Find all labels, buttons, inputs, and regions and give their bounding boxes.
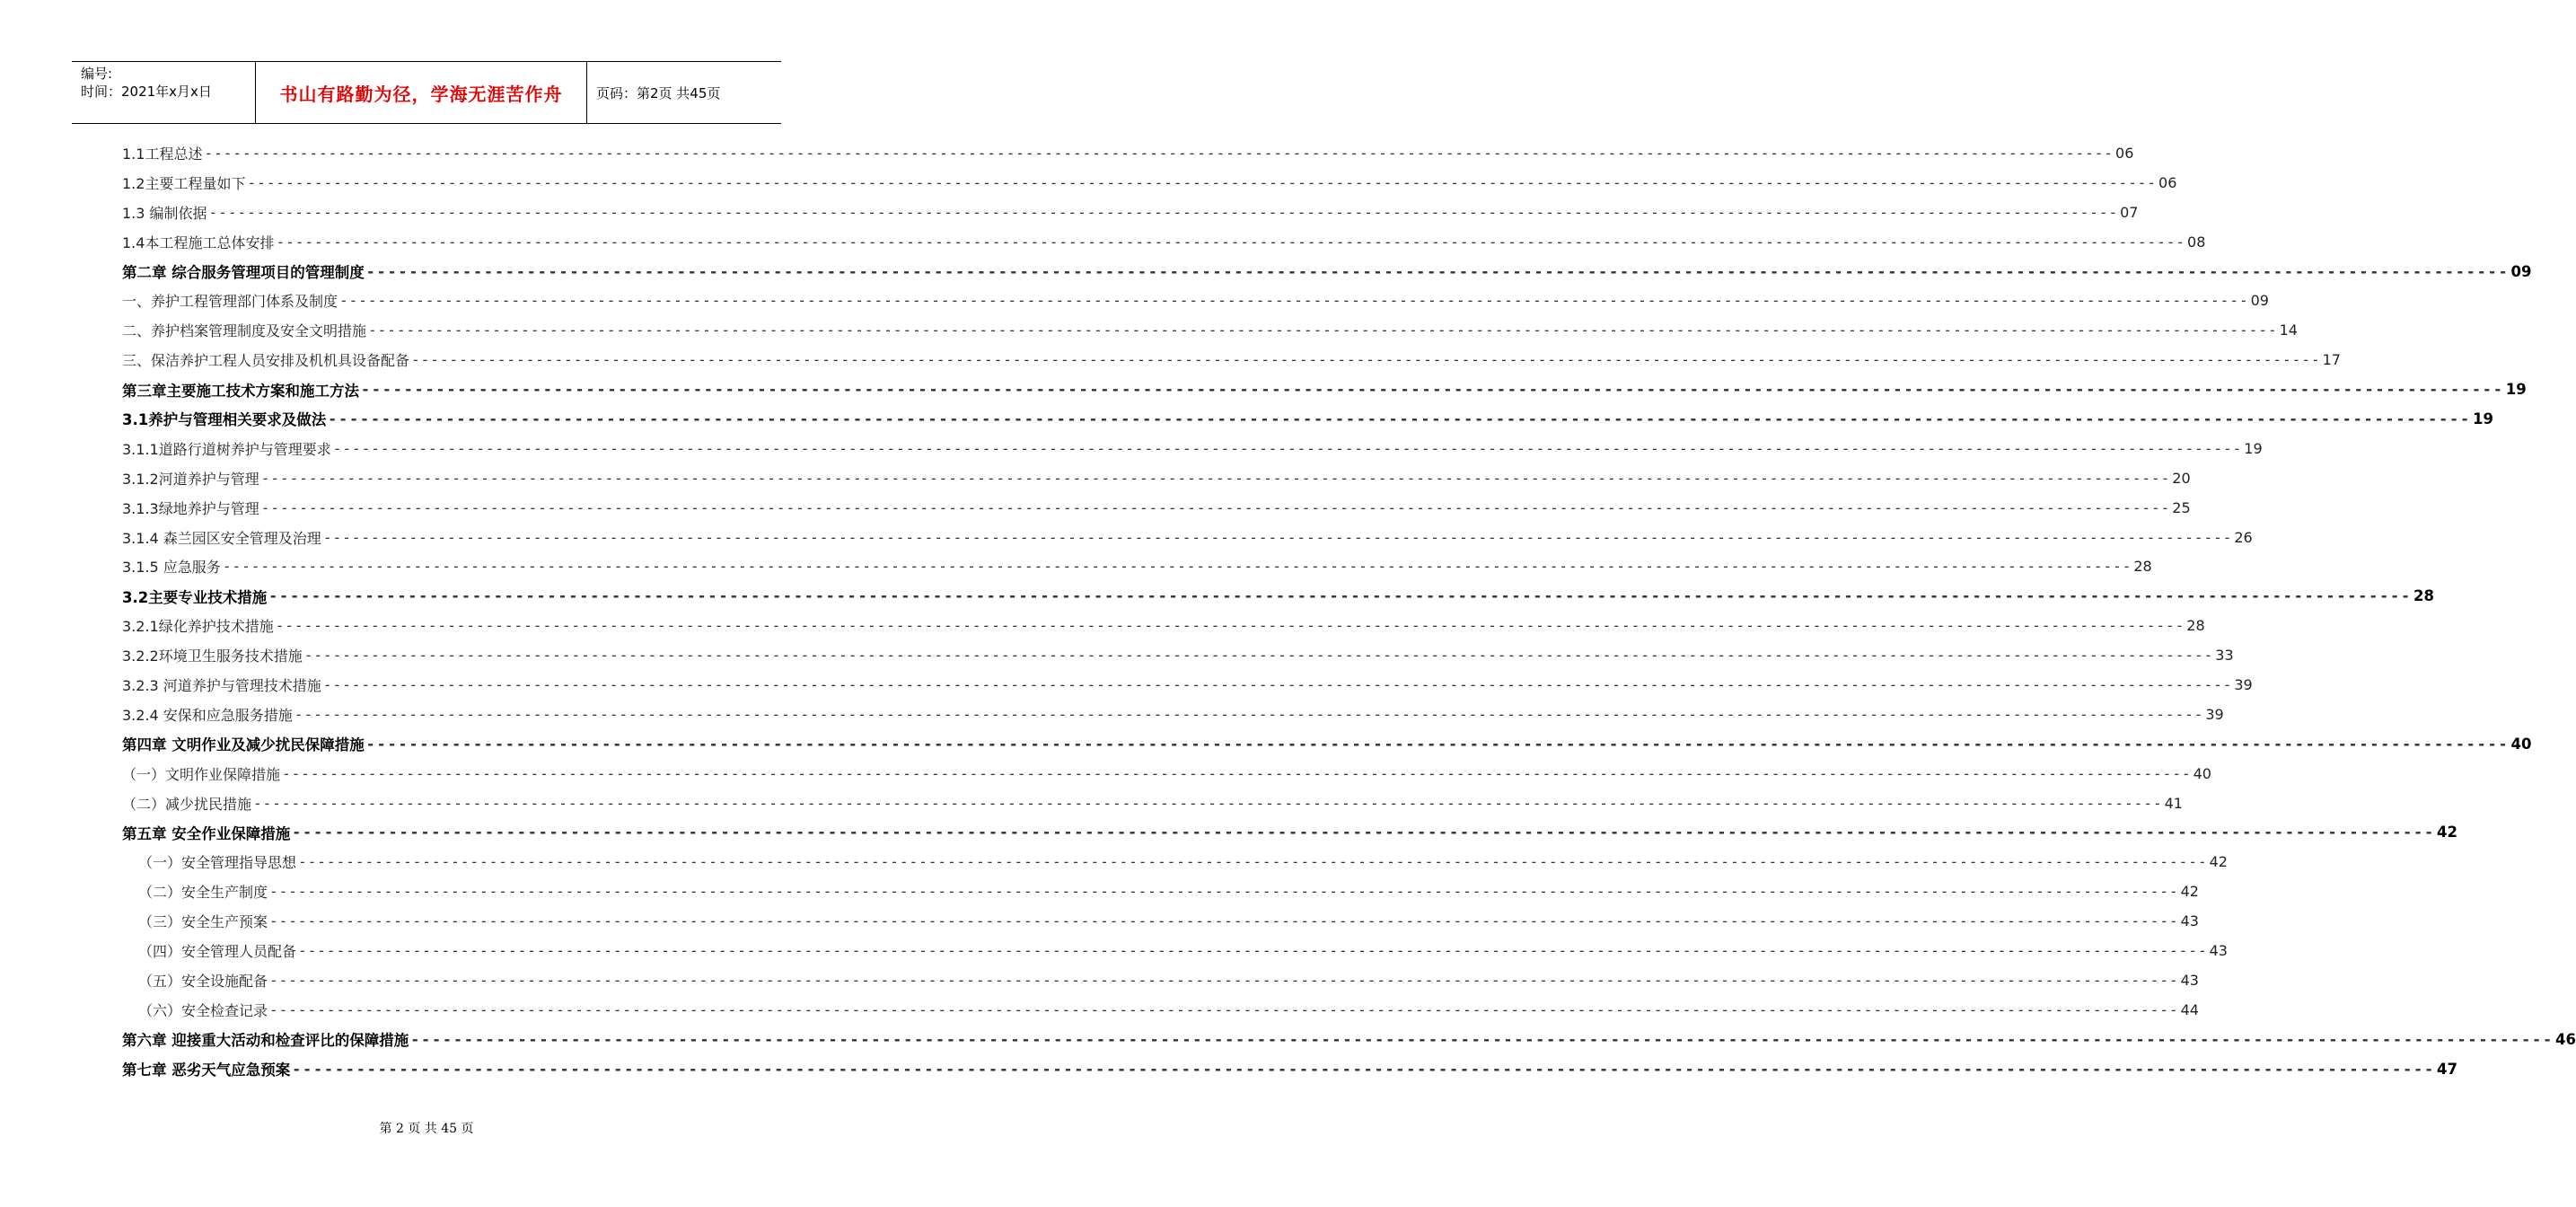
header-meta [72, 62, 255, 123]
toc-dot-leader: -------------------------------------------------------------------------------------------------------------------------------------------------------------------------------------------------------- [332, 439, 2243, 457]
toc-dot-leader: -------------------------------------------------------------------------------------------------------------------------------------------------------------------------------------------------------- [298, 941, 2208, 959]
toc-entry-page-number: 40 [2193, 764, 2211, 782]
toc-entry[interactable] [122, 1025, 2576, 1054]
toc-entry-page-number: 43 [2180, 912, 2199, 930]
toc-entry[interactable] [122, 138, 2134, 168]
toc-entry-title: 3.1.5 应急服务 [122, 559, 221, 577]
toc-entry-page-number: 42 [2180, 883, 2199, 901]
toc-entry-title: 二、养护档案管理制度及安全文明措施 [122, 322, 367, 340]
toc-entry[interactable] [122, 286, 2269, 315]
toc-entry-page-number: 17 [2322, 351, 2341, 369]
toc-entry[interactable] [122, 1054, 2457, 1084]
toc-entry-page-number: 14 [2279, 322, 2298, 339]
toc-entry-page-number: 09 [2250, 292, 2269, 310]
toc-entry-title: 第三章主要施工技术方案和施工方法 [122, 382, 359, 400]
toc-entry-title: 3.2.3 河道养护与管理技术措施 [122, 676, 321, 694]
page-footer: 第 2 页 共 45 页 [379, 1122, 474, 1136]
toc-entry[interactable] [122, 817, 2457, 847]
toc-entry[interactable] [122, 198, 2139, 227]
toc-entry-page-number: 28 [2186, 617, 2205, 635]
toc-entry[interactable] [122, 995, 2199, 1025]
toc-dot-leader: -------------------------------------------------------------------------------------------------------------------------------------------------------------------------------------------------------- [365, 735, 2510, 753]
toc-entry-page-number: 19 [2505, 381, 2527, 399]
toc-entry[interactable] [122, 551, 2152, 581]
toc-entry-page-number: 43 [2209, 941, 2228, 959]
toc-entry[interactable] [122, 965, 2199, 995]
toc-dot-leader: -------------------------------------------------------------------------------------------------------------------------------------------------------------------------------------------------------- [365, 262, 2510, 280]
toc-dot-leader: -------------------------------------------------------------------------------------------------------------------------------------------------------------------------------------------------------- [292, 824, 2436, 841]
toc-entry-page-number: 42 [2209, 853, 2228, 871]
toc-entry[interactable] [122, 789, 2183, 818]
toc-dot-leader: -------------------------------------------------------------------------------------------------------------------------------------------------------------------------------------------------------- [328, 410, 2472, 427]
toc-dot-leader: -------------------------------------------------------------------------------------------------------------------------------------------------------------------------------------------------------- [269, 912, 2179, 930]
toc-dot-leader: -------------------------------------------------------------------------------------------------------------------------------------------------------------------------------------------------------- [322, 675, 2233, 693]
toc-dot-leader: -------------------------------------------------------------------------------------------------------------------------------------------------------------------------------------------------------- [260, 469, 2171, 487]
toc-entry-page-number: 28 [2413, 587, 2434, 605]
toc-entry-page-number: 46 [2555, 1030, 2576, 1048]
toc-entry[interactable] [122, 847, 2228, 877]
toc-dot-leader: -------------------------------------------------------------------------------------------------------------------------------------------------------------------------------------------------------- [247, 173, 2158, 191]
toc-dot-leader: -------------------------------------------------------------------------------------------------------------------------------------------------------------------------------------------------------- [269, 883, 2179, 901]
toc-dot-leader: -------------------------------------------------------------------------------------------------------------------------------------------------------------------------------------------------------- [282, 764, 2192, 782]
header-motto: 书山有路勤为径，学海无涯苦作舟 [255, 62, 587, 123]
toc-entry[interactable] [122, 877, 2199, 906]
toc-entry-title: （六）安全检查记录 [138, 1001, 268, 1019]
toc-dot-leader: -------------------------------------------------------------------------------------------------------------------------------------------------------------------------------------------------------- [208, 203, 2119, 221]
toc-dot-leader: -------------------------------------------------------------------------------------------------------------------------------------------------------------------------------------------------------- [204, 144, 2114, 162]
toc-entry-title: 第七章 恶劣天气应急预案 [122, 1062, 291, 1079]
toc-entry[interactable] [122, 315, 2298, 345]
toc-entry-title: （四）安全管理人员配备 [138, 942, 297, 960]
toc-entry-page-number: 07 [2120, 203, 2139, 221]
toc-entry[interactable] [122, 906, 2199, 936]
page-header [72, 61, 781, 124]
toc-entry[interactable] [122, 493, 2191, 523]
toc-dot-leader: -------------------------------------------------------------------------------------------------------------------------------------------------------------------------------------------------------- [410, 1030, 2554, 1048]
toc-entry-page-number: 19 [2473, 410, 2493, 427]
header-page-info: 页码：第2页 共45页 [596, 84, 721, 101]
toc-dot-leader: -------------------------------------------------------------------------------------------------------------------------------------------------------------------------------------------------------- [339, 292, 2249, 310]
toc-entry-title: 3.1.4 森兰园区安全管理及治理 [122, 529, 321, 547]
toc-dot-leader: -------------------------------------------------------------------------------------------------------------------------------------------------------------------------------------------------------- [298, 853, 2208, 871]
toc-entry-page-number: 26 [2234, 528, 2253, 546]
toc-entry[interactable] [122, 257, 2532, 286]
toc-entry[interactable] [122, 670, 2253, 700]
toc-entry-title: （五）安全设施配备 [138, 972, 268, 990]
toc-entry-page-number: 47 [2437, 1060, 2457, 1078]
toc-entry[interactable] [122, 759, 2211, 789]
toc-entry-title: 1.2主要工程量如下 [122, 174, 246, 192]
toc-entry[interactable] [122, 168, 2177, 198]
toc-entry[interactable] [122, 463, 2191, 493]
toc-entry-page-number: 41 [2164, 794, 2183, 812]
toc-entry-title: 1.1工程总述 [122, 145, 203, 163]
toc-entry-title: 3.2.4 安保和应急服务措施 [122, 706, 293, 724]
toc-entry-title: （一）文明作业保障措施 [122, 765, 281, 783]
toc-dot-leader: -------------------------------------------------------------------------------------------------------------------------------------------------------------------------------------------------------- [222, 558, 2132, 576]
toc-dot-leader: -------------------------------------------------------------------------------------------------------------------------------------------------------------------------------------------------------- [269, 1000, 2179, 1018]
toc-entry-page-number: 09 [2510, 262, 2532, 280]
toc-entry-title: 第六章 迎接重大活动和检查评比的保障措施 [122, 1032, 409, 1050]
toc-entry[interactable] [122, 434, 2263, 463]
toc-dot-leader: -------------------------------------------------------------------------------------------------------------------------------------------------------------------------------------------------------- [303, 647, 2214, 665]
toc-entry-title: （三）安全生产预案 [138, 913, 268, 931]
toc-entry[interactable] [122, 700, 2224, 729]
toc-dot-leader: -------------------------------------------------------------------------------------------------------------------------------------------------------------------------------------------------------- [294, 705, 2204, 723]
toc-entry-title: 第五章 安全作业保障措施 [122, 824, 291, 842]
toc-entry[interactable] [122, 523, 2253, 552]
toc-entry-title: 3.1养护与管理相关要求及做法 [122, 411, 327, 429]
toc-entry[interactable] [122, 581, 2434, 611]
toc-entry-page-number: 33 [2215, 647, 2234, 665]
toc-dot-leader: -------------------------------------------------------------------------------------------------------------------------------------------------------------------------------------------------------- [361, 381, 2504, 399]
toc-entry-page-number: 39 [2234, 675, 2253, 693]
header-number-label: 编号: [81, 66, 113, 82]
toc-entry-title: 3.1.3绿地养护与管理 [122, 499, 259, 517]
toc-entry-title: 1.3 编制依据 [122, 204, 207, 222]
toc-entry[interactable] [122, 729, 2532, 759]
toc-entry-page-number: 44 [2180, 1000, 2199, 1018]
toc-entry-title: 3.2.1绿化养护技术措施 [122, 618, 274, 636]
toc-entry-page-number: 06 [2158, 173, 2177, 191]
toc-dot-leader: -------------------------------------------------------------------------------------------------------------------------------------------------------------------------------------------------------- [411, 351, 2321, 369]
toc-entry[interactable] [122, 404, 2493, 434]
toc-entry-title: 1.4本工程施工总体安排 [122, 233, 275, 251]
toc-entry[interactable] [122, 936, 2228, 965]
toc-dot-leader: -------------------------------------------------------------------------------------------------------------------------------------------------------------------------------------------------------- [275, 617, 2185, 635]
toc-entry-title: 三、保洁养护工程人员安排及机机具设备配备 [122, 352, 410, 370]
toc-entry-title: 3.2.2环境卫生服务技术措施 [122, 648, 303, 665]
toc-dot-leader: -------------------------------------------------------------------------------------------------------------------------------------------------------------------------------------------------------- [368, 322, 2278, 339]
toc-dot-leader: -------------------------------------------------------------------------------------------------------------------------------------------------------------------------------------------------------- [269, 971, 2179, 989]
toc-entry-page-number: 28 [2133, 558, 2152, 576]
toc-entry-title: （二）安全生产制度 [138, 884, 268, 902]
toc-dot-leader: -------------------------------------------------------------------------------------------------------------------------------------------------------------------------------------------------------- [253, 794, 2163, 812]
toc-entry-page-number: 39 [2205, 705, 2224, 723]
toc-entry-page-number: 25 [2172, 498, 2191, 516]
toc-entry-page-number: 42 [2437, 824, 2457, 841]
toc-entry-page-number: 08 [2187, 233, 2206, 251]
toc-entry-title: 3.1.1道路行道树养护与管理要求 [122, 440, 331, 458]
toc-dot-leader: -------------------------------------------------------------------------------------------------------------------------------------------------------------------------------------------------------- [322, 528, 2233, 546]
toc-dot-leader: -------------------------------------------------------------------------------------------------------------------------------------------------------------------------------------------------------- [292, 1060, 2436, 1078]
toc-entry-title: （一）安全管理指导思想 [138, 854, 297, 872]
toc-dot-leader: -------------------------------------------------------------------------------------------------------------------------------------------------------------------------------------------------------- [268, 587, 2413, 605]
toc-entry-title: 一、养护工程管理部门体系及制度 [122, 293, 338, 311]
toc-entry-title: 3.2主要专业技术措施 [122, 588, 268, 606]
toc-entry-title: （二）减少扰民措施 [122, 795, 252, 813]
toc-entry-page-number: 20 [2172, 469, 2191, 487]
toc-entry-title: 第四章 文明作业及减少扰民保障措施 [122, 736, 365, 754]
toc-entry-page-number: 43 [2180, 971, 2199, 989]
toc-entry[interactable] [122, 227, 2206, 257]
toc-dot-leader: -------------------------------------------------------------------------------------------------------------------------------------------------------------------------------------------------------- [276, 233, 2186, 251]
toc-entry[interactable] [122, 640, 2234, 670]
toc-entry[interactable] [122, 611, 2205, 640]
toc-dot-leader: -------------------------------------------------------------------------------------------------------------------------------------------------------------------------------------------------------- [260, 498, 2171, 516]
header-time-label: 时间：2021年x月x日 [81, 84, 212, 100]
table-of-contents [122, 138, 2576, 1084]
toc-entry-page-number: 19 [2244, 439, 2263, 457]
toc-entry-title: 第二章 综合服务管理项目的管理制度 [122, 264, 365, 281]
toc-entry[interactable] [122, 374, 2527, 404]
toc-entry-title: 3.1.2河道养护与管理 [122, 470, 259, 488]
toc-entry-page-number: 40 [2510, 735, 2532, 753]
toc-entry[interactable] [122, 345, 2341, 374]
toc-entry-page-number: 06 [2115, 144, 2134, 162]
